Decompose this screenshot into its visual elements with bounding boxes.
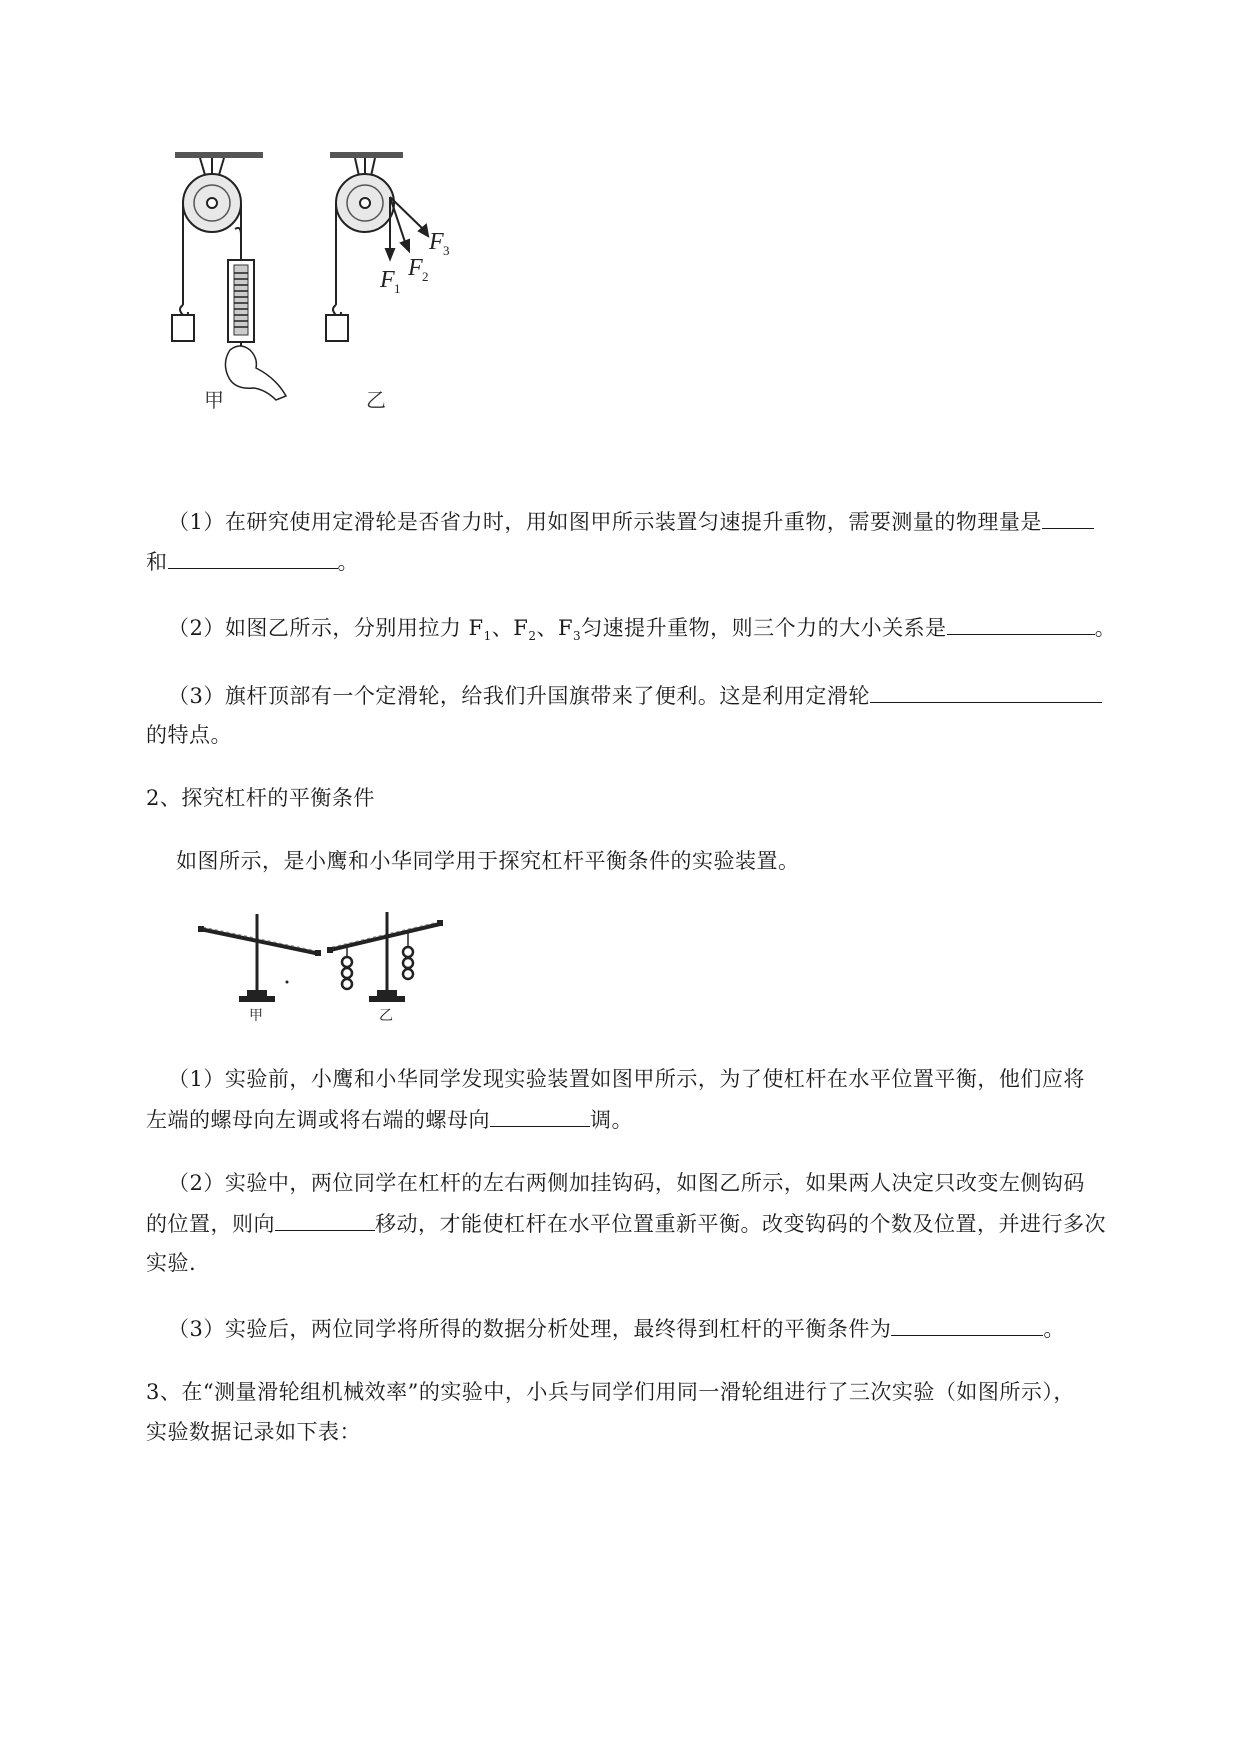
q2-part1-line2: 左端的螺母向左调或将右端的螺母向 调。: [146, 1104, 633, 1135]
lever-left: [198, 914, 321, 1002]
svg-text:2: 2: [422, 269, 429, 284]
lever-figure: [195, 902, 455, 1024]
weight-right: [326, 315, 348, 341]
q2-title: 2、探究杠杆的平衡条件: [146, 786, 375, 810]
spring-scale: [225, 228, 286, 400]
pulley-right: [326, 158, 428, 341]
hand: [225, 346, 286, 400]
answer-blank[interactable]: [891, 1313, 1043, 1336]
lever-label-jia: 甲: [249, 1008, 263, 1024]
q2-part2-line1: （2）实验中，两位同学在杠杆的左右两侧加挂钩码，如图乙所示，如果两人决定只改变左侧钩码: [168, 1171, 1085, 1195]
q3-line1: 3、在“测量滑轮组机械效率”的实验中，小兵与同学们用同一滑轮组进行了三次实验（如图所示），: [146, 1380, 1075, 1404]
q1-part2: （2）如图乙所示，分别用拉力 $F_1$、$F_2$、$F_3$匀速提升重物，则三个力的大小关系是 。: [168, 612, 1116, 651]
q2-part2-line3: 实验.: [146, 1251, 197, 1275]
lever-label-yi: 乙: [379, 1008, 393, 1024]
weight-left: [172, 315, 194, 341]
q2-intro: 如图所示，是小鹰和小华同学用于探究杠杆平衡条件的实验装置。: [176, 849, 800, 873]
q2-part2-line2: 的位置，则向 移动，才能使杠杆在水平位置重新平衡。改变钩码的个数及位置，并进行多次: [146, 1208, 1106, 1239]
force-label-f3: F: [429, 229, 444, 255]
ceiling-right: [330, 152, 403, 158]
figure-label-yi: 乙: [366, 388, 386, 412]
q2-part1-line1: （1）实验前，小鹰和小华同学发现实验装置如图甲所示，为了使杠杆在水平位置平衡，他们应将: [168, 1067, 1085, 1091]
answer-blank[interactable]: [275, 1208, 375, 1231]
lever-right: [327, 912, 443, 1002]
q2-part3: （3）实验后，两位同学将所得的数据分析处理，最终得到杠杆的平衡条件为 。: [168, 1313, 1065, 1344]
figure-label-jia: 甲: [204, 388, 224, 412]
ceiling-left: [175, 152, 263, 158]
q1-part3-line2: 的特点。: [146, 723, 232, 747]
q1-part3-line1: （3）旗杆顶部有一个定滑轮，给我们升国旗带来了便利。这是利用定滑轮: [168, 680, 1102, 711]
q3-line2: 实验数据记录如下表：: [146, 1420, 361, 1444]
force-label-f2: F: [408, 255, 423, 281]
answer-blank[interactable]: [1042, 506, 1094, 529]
answer-blank[interactable]: [168, 546, 338, 569]
q1-part1-line1: （1）在研究使用定滑轮是否省力时，用如图甲所示装置匀速提升重物，需要测量的物理量是: [168, 506, 1094, 537]
svg-text:3: 3: [443, 243, 450, 258]
force-arrows: [386, 197, 428, 259]
force-label-f1: F: [380, 267, 395, 293]
svg-text:1: 1: [394, 281, 401, 296]
pulley-figure: [160, 145, 460, 415]
answer-blank[interactable]: [947, 612, 1095, 635]
answer-blank[interactable]: [490, 1104, 590, 1127]
q1-part1-line2: 和 。: [146, 546, 359, 577]
answer-blank[interactable]: [870, 680, 1102, 703]
